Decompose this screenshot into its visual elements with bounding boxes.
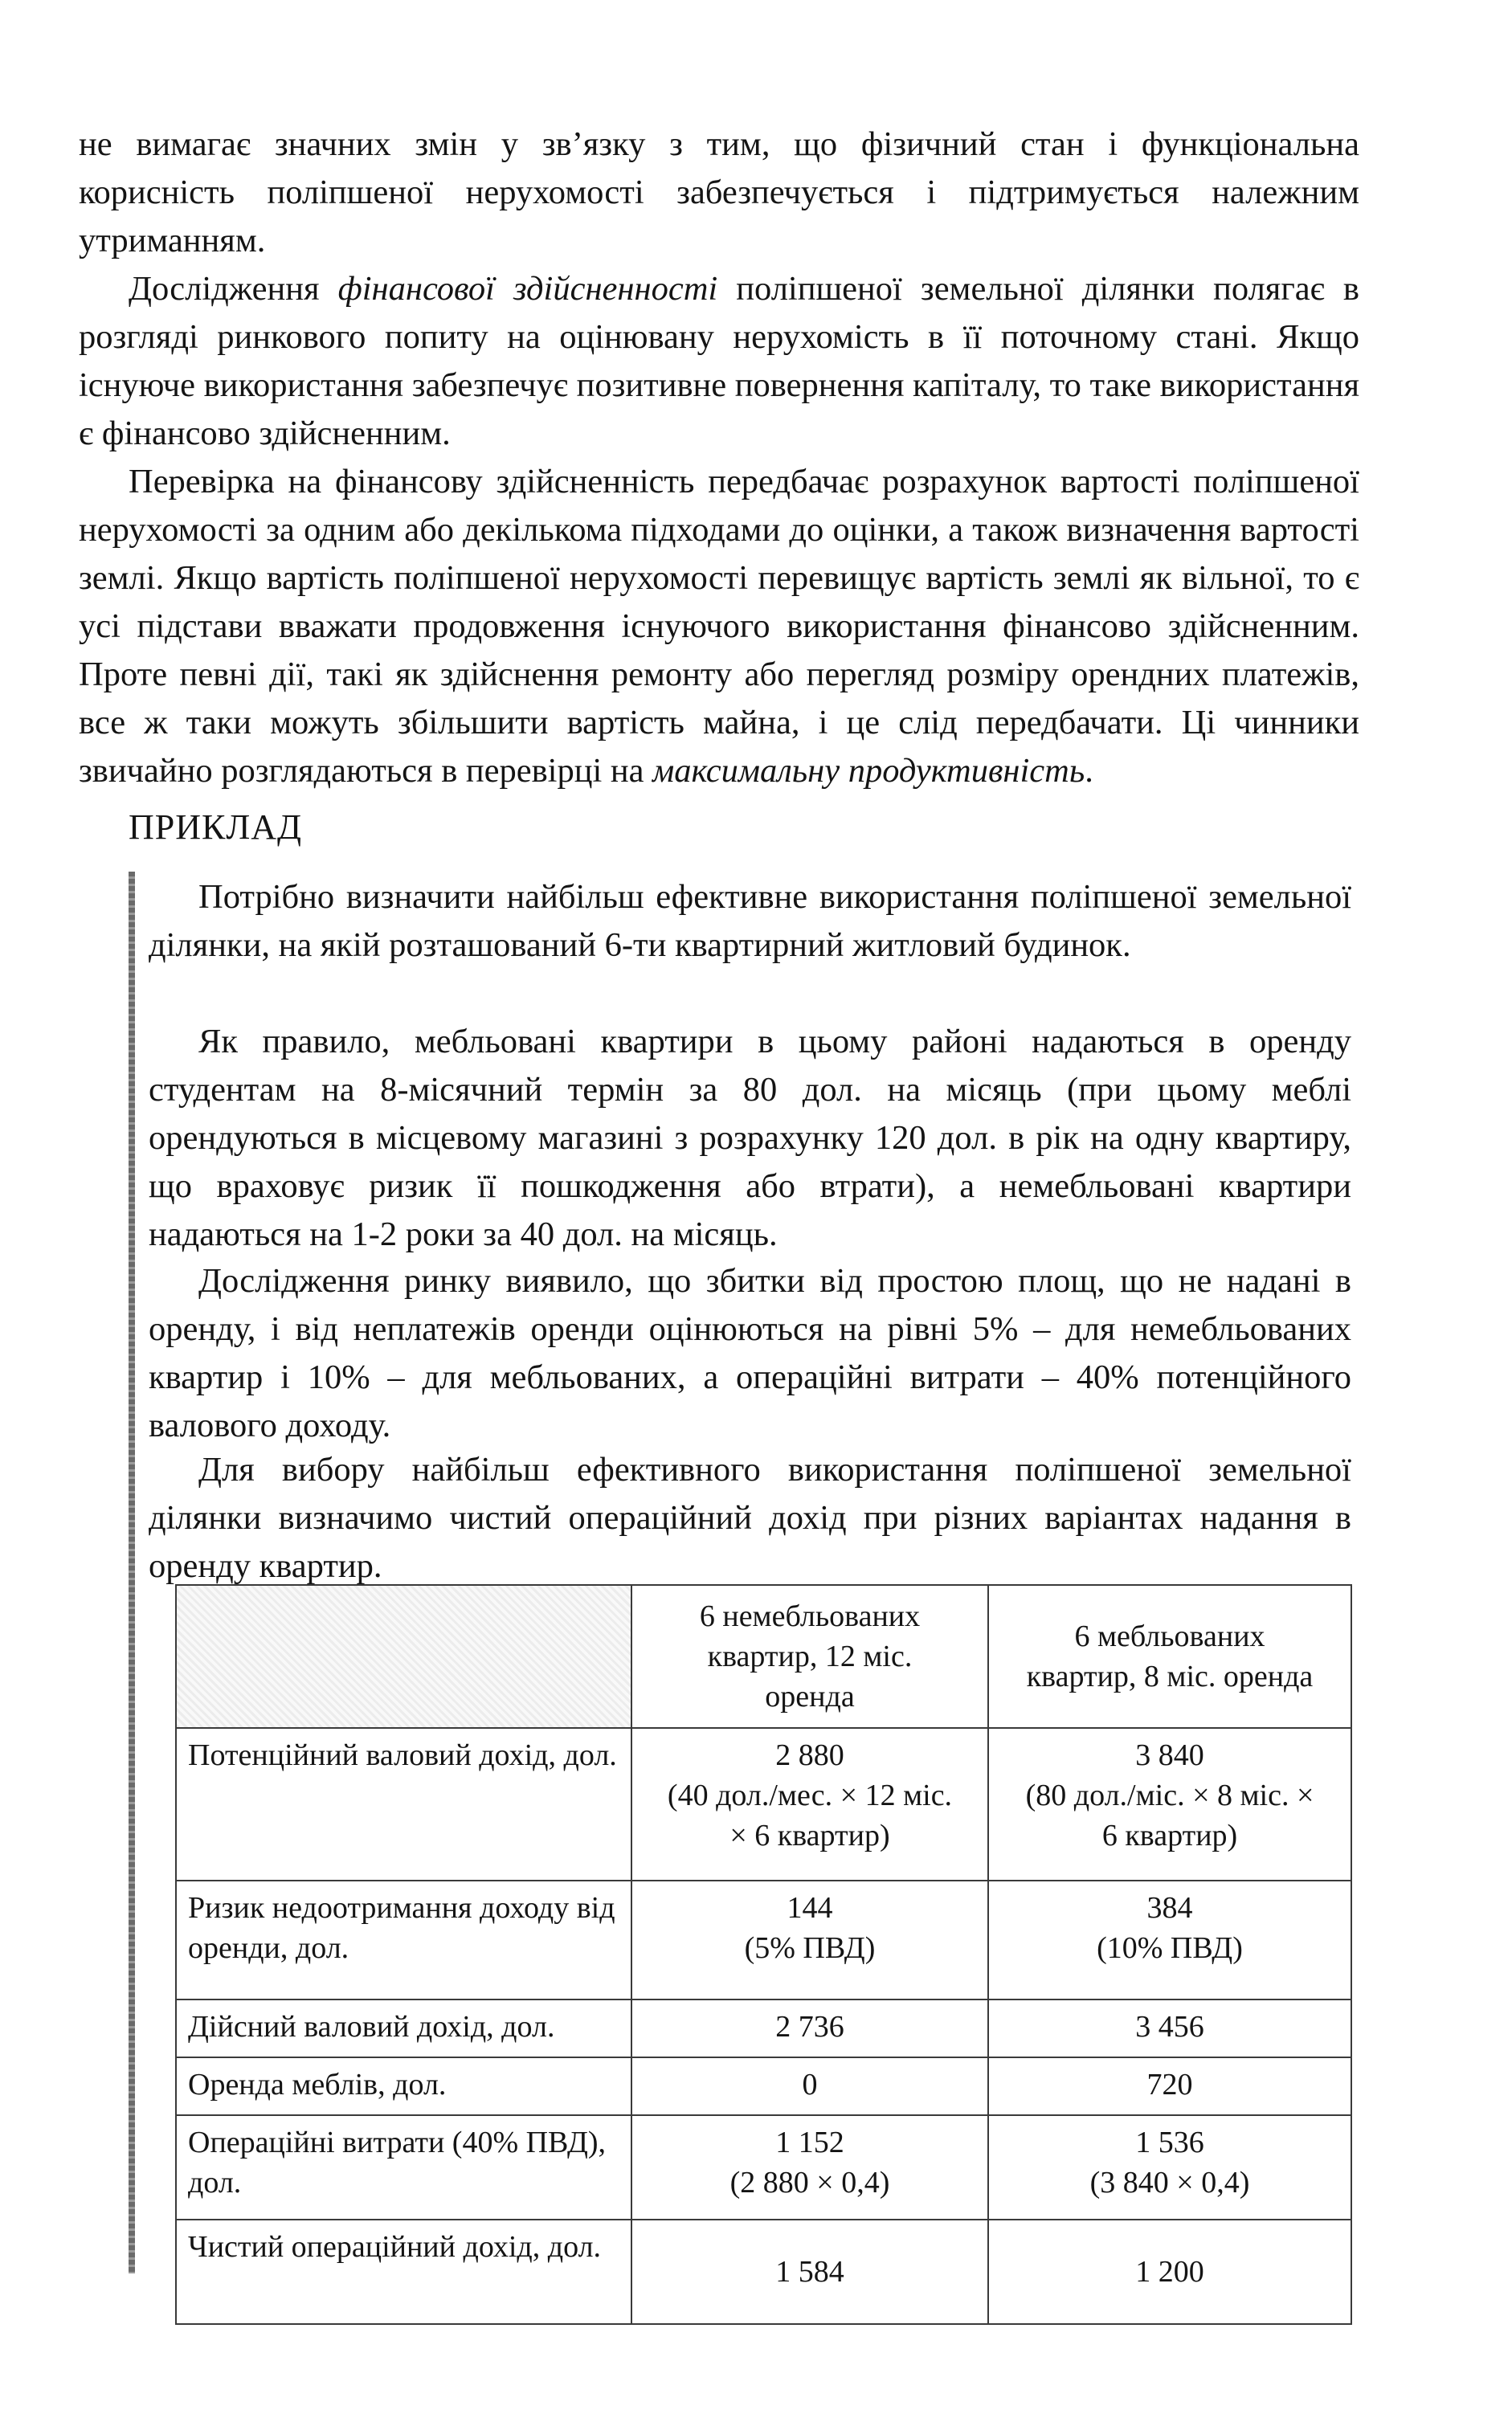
cell-line: 384: [1146, 1891, 1193, 1925]
cell-line: 2 736: [775, 2010, 844, 2044]
row-value-furnished: [988, 1728, 1351, 1881]
cell-line: (2 880 × 0,4): [729, 2166, 890, 2200]
row-label: Дійсний валовий дохід, дол.: [176, 1999, 631, 2057]
row-label: Ризик недоотримання доходу від оренди, дол.: [176, 1881, 631, 1999]
row-value-unfurnished: [631, 1728, 988, 1881]
paragraph-3-text-start: Перевірка на фінансову здійсненність передбачає розрахунок вартості поліпшеної нерухомості за одним або декількома підходами до оцінки, а також визначення вартості землі. Якщо вартість поліпшеної нерухомості перевищує вартість землі як вільної, то є усі підстави вважати продовження існуючого використання фінансово здійсненним. Проте певні дії, такі як здійснення ремонту або перегляд розміру орендних платежів, все ж таки можуть збільшити вартість майна, і це слід передбачати. Ці чинники звичайно розглядаються в перевірці на: [79, 463, 1359, 790]
row-value-furnished: [988, 2057, 1351, 2115]
cell-line: 1 152: [775, 2126, 844, 2159]
paragraph-3: [79, 458, 1359, 795]
cell-line: 3 456: [1135, 2010, 1204, 2044]
table-row: [176, 2057, 1351, 2115]
cell-line: (3 840 × 0,4): [1089, 2166, 1250, 2200]
row-value-furnished: [988, 1999, 1351, 2057]
cell-line: 144: [787, 1891, 833, 1925]
cell-line: 1 584: [775, 2255, 844, 2289]
cell-line: 2 880: [775, 1738, 844, 1772]
example-paragraph-1: Потрібно визначити найбільш ефективне використання поліпшеної земельної ділянки, на якій розташований 6-ти квартирний житловий будинок.: [149, 878, 1351, 964]
row-label: Чистий операційний дохід, дол.: [176, 2220, 631, 2324]
paragraph-2-text-end: поліпшеної земельної ділянки полягає в розгляді ринкового попиту на оцінювану нерухомість в її поточному стані. Якщо існуюче використання забезпечує позитивне повернення капіталу, то таке використання є фінансово здійсненним.: [79, 270, 1359, 452]
cell-line: 3 840: [1135, 1738, 1204, 1772]
table-row: [176, 2220, 1351, 2324]
table-header-row: [176, 1585, 1351, 1728]
row-value-furnished: [988, 2220, 1351, 2324]
cell-line: (80 дол./міс. × 8 міс. ×: [1025, 1779, 1314, 1812]
row-label: Оренда меблів, дол.: [176, 2057, 631, 2115]
example-paragraph-2: Як правило, мебльовані квартири в цьому районі надаються в оренду студентам на 8-місячний термін за 80 дол. на місяць (при цьому меблі орендуються в місцевому магазині з розрахунку 120 дол. в рік на одну квартиру, що враховує ризик її пошкодження або втрати), а немебльовані квартири надаються на 1-2 роки за 40 дол. на місяць.: [149, 1023, 1351, 1253]
table-row: [176, 2115, 1351, 2220]
header-unfurnished-line: квартир, 12 міс.: [707, 1640, 913, 1673]
table-header-furnished: [988, 1585, 1351, 1728]
paragraph-2-emphasis: фінансової здійсненності: [337, 270, 718, 308]
cell-line: (40 дол./мес. × 12 міс.: [667, 1779, 953, 1812]
row-value-unfurnished: [631, 2057, 988, 2115]
paragraph-2-text-start: Дослідження: [129, 270, 338, 308]
paragraph-2: [79, 265, 1359, 458]
example-paragraph-3: Дослідження ринку виявило, що збитки від простою площ, що не надані в оренду, і від неплатежів оренди оцінюються на рівні 5% – для немебльованих квартир і 10% – для мебльованих, а операційні витрати – 40% потенційного валового доходу.: [149, 1262, 1351, 1444]
example-heading: ПРИКЛАД: [129, 807, 302, 847]
row-label: Потенційний валовий дохід, дол.: [176, 1728, 631, 1881]
row-value-unfurnished: [631, 1999, 988, 2057]
row-label: Операційні витрати (40% ПВД), дол.: [176, 2115, 631, 2220]
table-row: [176, 1999, 1351, 2057]
table-header-empty-cell: [176, 1585, 631, 1728]
paragraph-1-text: не вимагає значних змін у зв’язку з тим, що фізичний стан і функціональна корисність поліпшеної нерухомості забезпечується і підтримується належним утриманням.: [79, 125, 1359, 259]
header-unfurnished-line: оренда: [765, 1680, 855, 1714]
row-value-unfurnished: [631, 2220, 988, 2324]
header-furnished-line: квартир, 8 міс. оренда: [1026, 1660, 1314, 1693]
cell-line: 720: [1146, 2068, 1193, 2102]
example-paragraph-4: Для вибору найбільш ефективного використання поліпшеної земельної ділянки визначимо чистий операційний дохід при різних варіантах надання в оренду квартир.: [149, 1451, 1351, 1585]
cell-line: (10% ПВД): [1097, 1931, 1243, 1965]
cell-line: × 6 квартир): [729, 1819, 890, 1852]
table-row: [176, 1881, 1351, 1999]
cell-line: 0: [802, 2068, 818, 2102]
header-furnished-line: 6 мебльованих: [1074, 1620, 1265, 1653]
cell-line: (5% ПВД): [744, 1931, 876, 1965]
income-comparison-table: [175, 1584, 1352, 2325]
cell-line: 1 200: [1135, 2255, 1204, 2289]
row-value-unfurnished: [631, 1881, 988, 1999]
cell-line: 6 квартир): [1101, 1819, 1238, 1852]
row-value-furnished: [988, 2115, 1351, 2220]
paragraph-3-emphasis: максимальну продуктивність: [652, 752, 1085, 790]
header-unfurnished-line: 6 немебльованих: [699, 1599, 921, 1633]
row-value-furnished: [988, 1881, 1351, 1999]
paragraph-3-text-end: .: [1085, 752, 1093, 790]
cell-line: 1 536: [1135, 2126, 1204, 2159]
example-sidebar-bar: [129, 872, 135, 2273]
table-header-unfurnished: [631, 1585, 988, 1728]
table-row: [176, 1728, 1351, 1881]
row-value-unfurnished: [631, 2115, 988, 2220]
paragraph-1: [79, 120, 1359, 265]
